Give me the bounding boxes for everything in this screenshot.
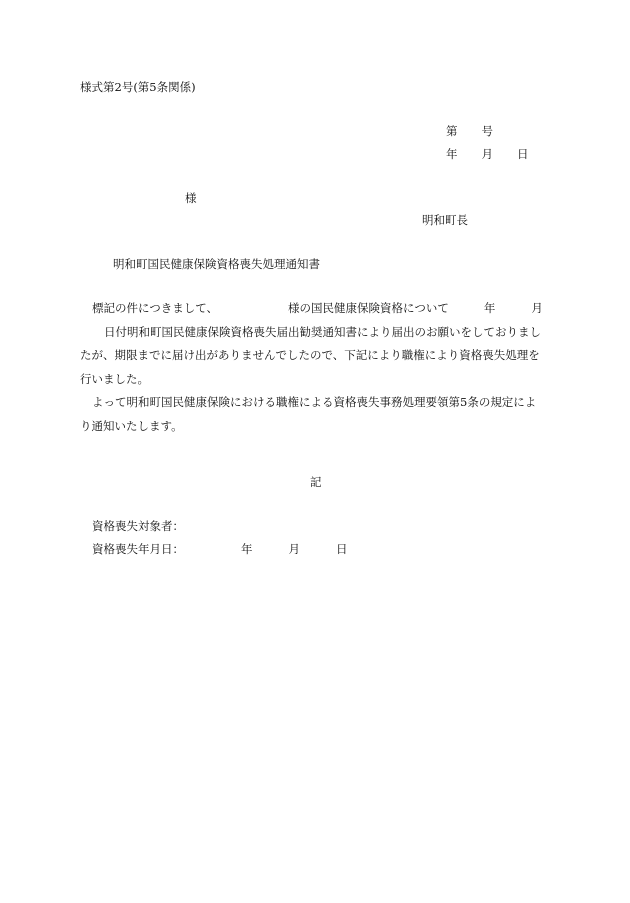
body-line-6: り通知いたします。 (80, 418, 183, 433)
body-paragraph (80, 297, 554, 438)
addressee-suffix: 様 (185, 191, 197, 205)
body-line-2: 日付明和町国民健康保険資格喪失届出勧奨通知書により届出のお願いをしておりまし (104, 324, 541, 339)
target-person-label: 資格喪失対象者： (92, 519, 184, 533)
form-label: 様式第2号(第5条関係) (80, 80, 196, 94)
loss-date-hi: 日 (336, 542, 348, 556)
ref-go: 号 (481, 124, 493, 138)
issue-date-nen: 年 (446, 147, 458, 161)
issue-date-hi: 日 (517, 147, 529, 161)
body-line-1a: 標記の件につきまして、 (92, 301, 219, 315)
loss-date-label: 資格喪失年月日： (92, 542, 184, 556)
body-line-5: よって明和町国民健康保険における職権による資格喪失事務処理要領第5条の規定によ (92, 395, 537, 409)
ref-dai: 第 (446, 124, 458, 138)
loss-date-nen: 年 (241, 542, 253, 556)
body-line-4: 行いました。 (80, 371, 149, 386)
issue-date-tsuki: 月 (481, 147, 493, 161)
issue-date-label (446, 149, 529, 161)
document-title: 明和町国民健康保険資格喪失処理通知書 (113, 257, 320, 271)
ki-heading: 記 (310, 475, 322, 489)
loss-date-tsuki: 月 (288, 542, 300, 556)
loss-date-row (92, 544, 348, 556)
body-line-3: たが、期限までに届け出がありませんでしたので、下記により職権により資格喪失処理を (80, 348, 540, 362)
reference-number-label (446, 126, 493, 138)
body-line-1-nen: 年 (483, 301, 496, 315)
body-line-1-tsuki: 月 (531, 301, 543, 315)
body-line-1b: 様の国民健康保険資格について (288, 301, 449, 315)
sender-name: 明和町長 (422, 213, 468, 227)
